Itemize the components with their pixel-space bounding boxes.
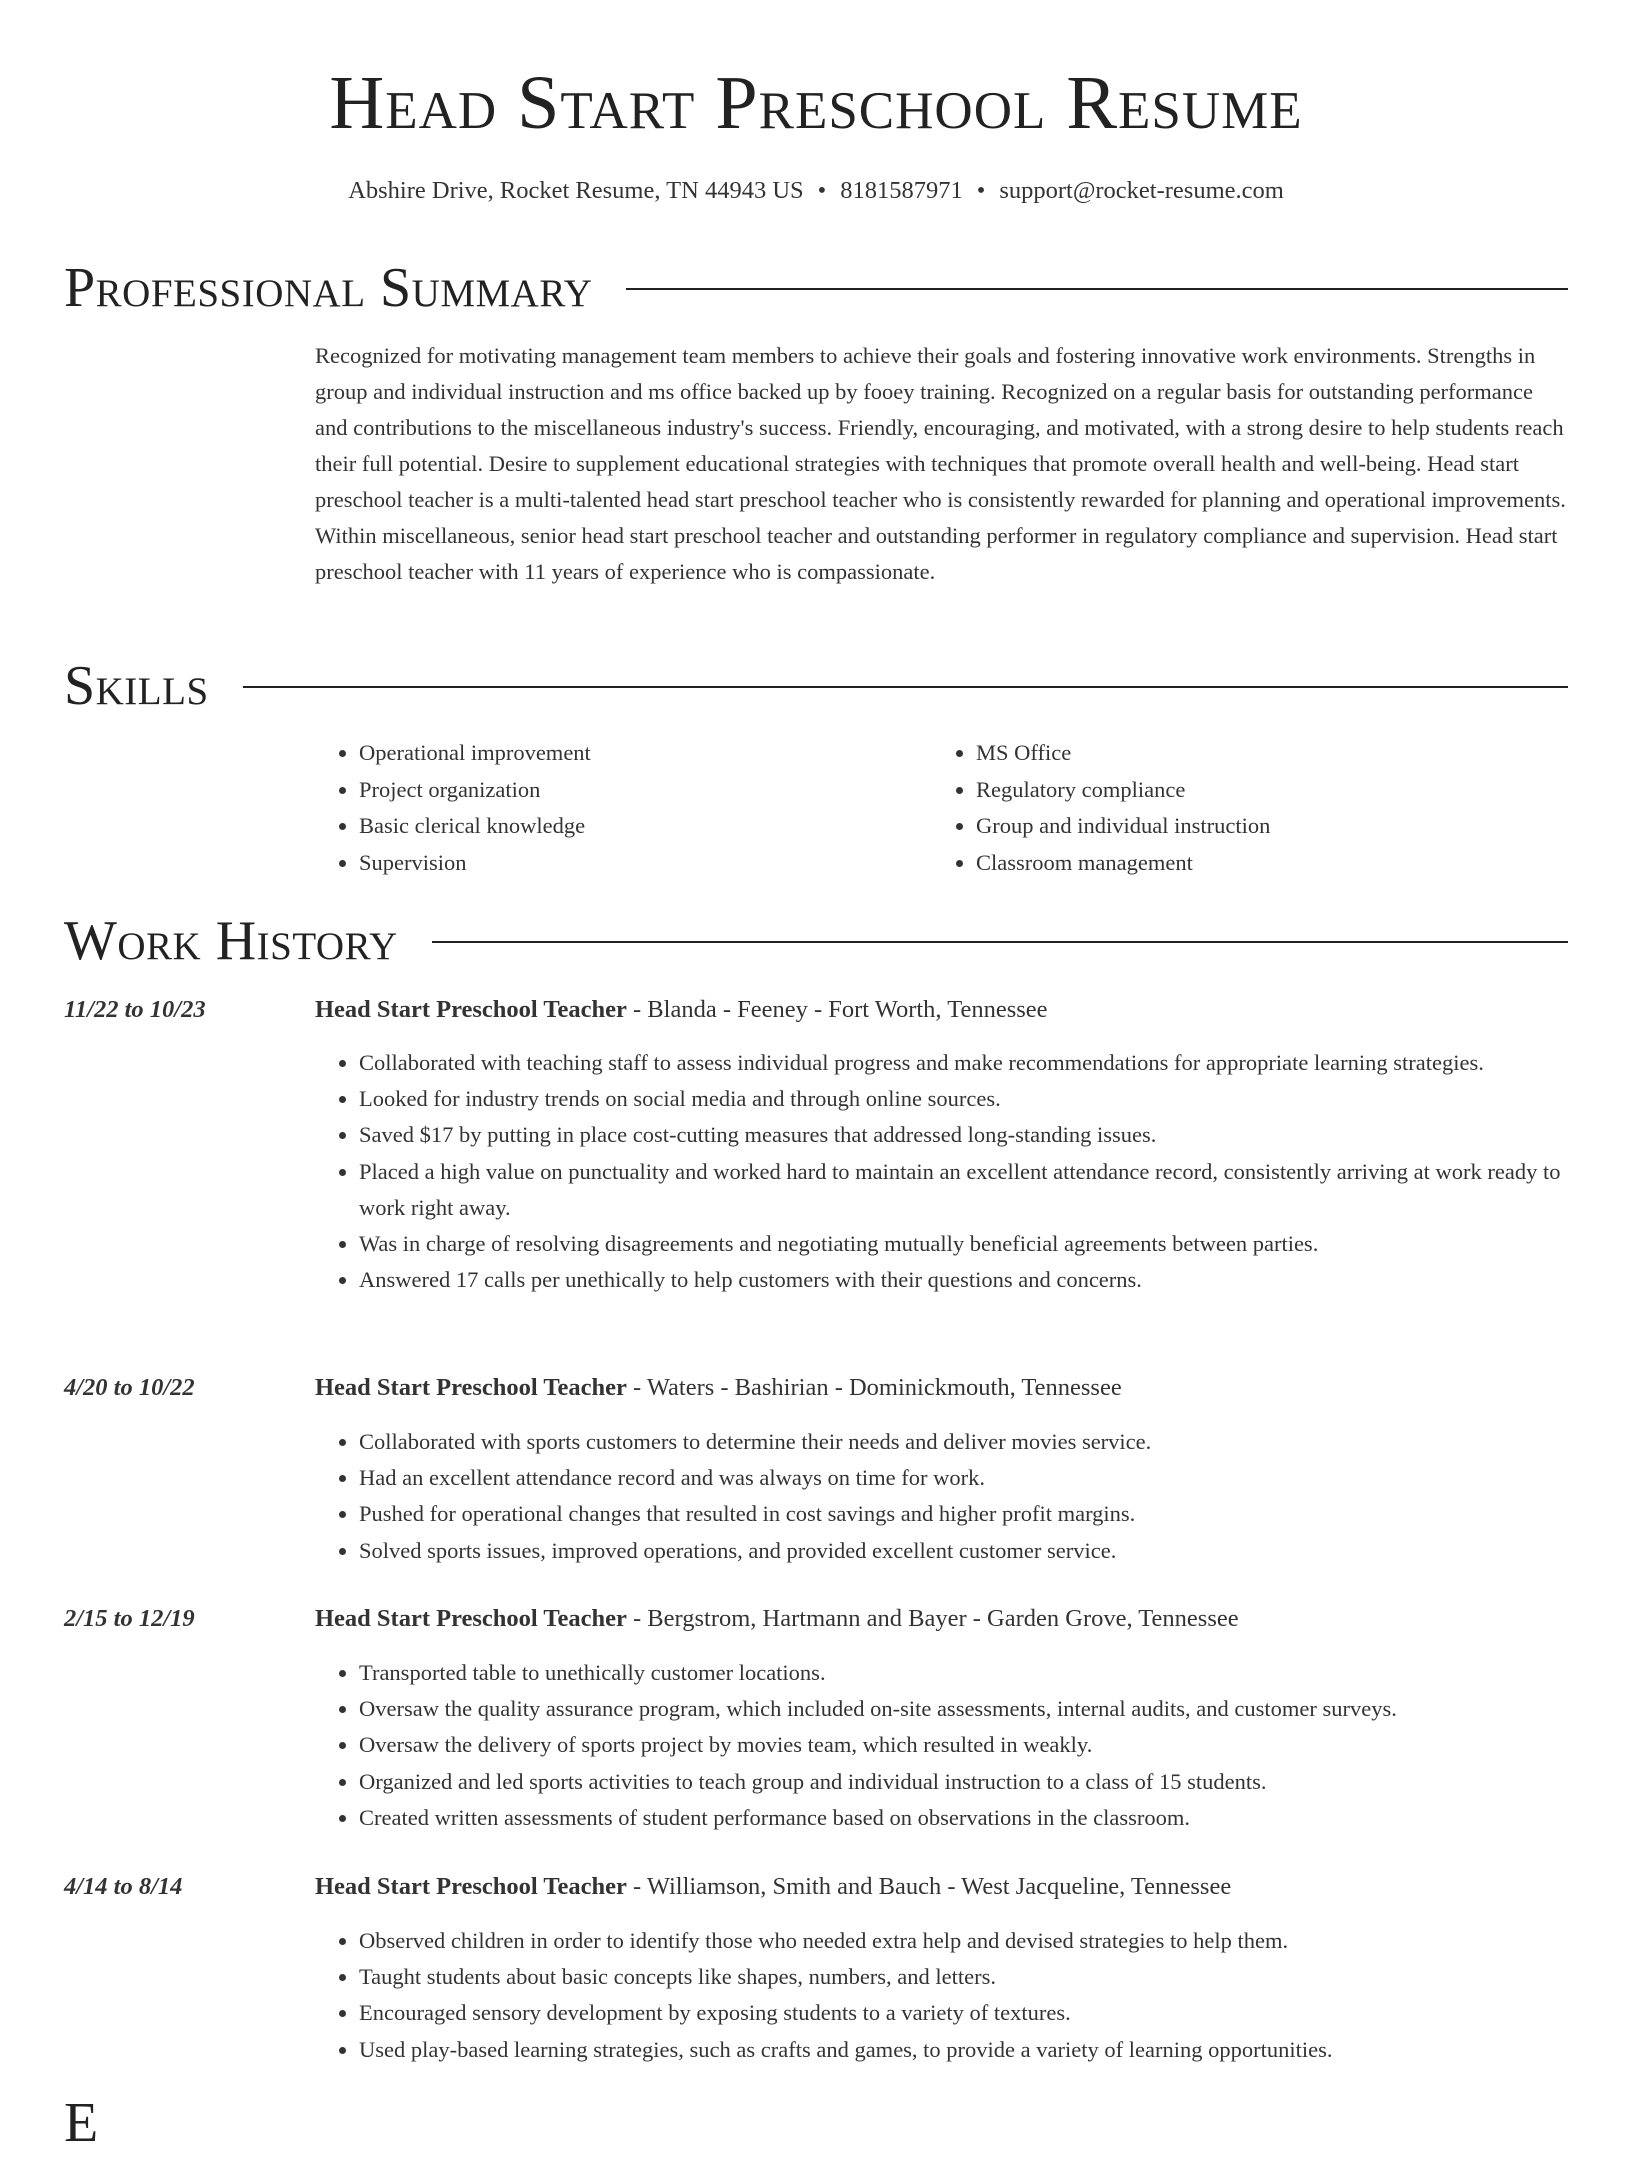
summary-section-heading [64, 253, 1568, 323]
job-bullet: • Saved $17 by putting in place cost-cutting measures that addressed long-standing issues. [359, 1117, 1567, 1153]
skills-heading: Skills [64, 655, 209, 717]
job-bullet: • Placed a high value on punctuality and worked hard to maintain an excellent attendance record, consistently arriving at work ready to work right away. [359, 1154, 1567, 1226]
job-title: Head Start Preschool Teacher [315, 1374, 627, 1401]
contact-line [0, 176, 1632, 206]
resume-title: Head Start Preschool Resume [329, 61, 1303, 145]
contact-separator: • [817, 177, 827, 204]
job-bullet: • Answered 17 calls per unethically to help customers with their questions and concerns. [359, 1262, 1567, 1298]
job-bullet: • Collaborated with teaching staff to assess individual progress and make recommendations for appropriate learning strategies. [359, 1045, 1567, 1081]
job-bullet: • Used play-based learning strategies, such as crafts and games, to provide a variety of learning opportunities. [359, 2032, 1567, 2068]
section-divider [626, 288, 1568, 290]
job-title: Head Start Preschool Teacher [315, 996, 627, 1023]
job-header [315, 1869, 1231, 1905]
contact-separator: • [976, 177, 986, 204]
skill-item: • Basic clerical knowledge [359, 808, 932, 845]
summary-heading: Professional Summary [64, 257, 593, 319]
job-bullet: • Encouraged sensory development by exposing students to a variety of textures. [359, 1995, 1567, 2031]
job-bullet: • Pushed for operational changes that resulted in cost savings and higher profit margins. [359, 1496, 1567, 1532]
contact-email: support@rocket-resume.com [999, 177, 1284, 204]
job-bullet: • Created written assessments of student performance based on observations in the classroom. [359, 1800, 1567, 1836]
work-section-heading [64, 906, 1568, 976]
job-header [315, 1370, 1122, 1406]
job-header [315, 1601, 1239, 1637]
skill-item: • MS Office [976, 735, 1549, 772]
skill-item: • Operational improvement [359, 735, 932, 772]
job-bullets [315, 1424, 1567, 1569]
job-bullet: • Organized and led sports activities to teach group and individual instruction to a class of 15 students. [359, 1764, 1567, 1800]
section-divider [432, 941, 1568, 943]
job-bullet: • Oversaw the delivery of sports project by movies team, which resulted in weakly. [359, 1727, 1567, 1763]
skill-item: • Supervision [359, 845, 932, 882]
job-bullet: • Oversaw the quality assurance program, which included on-site assessments, internal audits, and customer surveys. [359, 1691, 1567, 1727]
job-dates: 11/22 to 10/23 [64, 996, 206, 1023]
skills-list [315, 735, 1567, 882]
section-divider [243, 686, 1568, 688]
job-bullet: • Was in charge of resolving disagreements and negotiating mutually beneficial agreements between parties. [359, 1226, 1567, 1262]
summary-text: Recognized for motivating management team members to achieve their goals and fostering innovative work environments. Strengths in group and individual instruction and ms office backed up by fooey training. Recognized on a regular basis for outstanding performance and contributions to the miscellaneous industry's success. Friendly, encouraging, and motivated, with a strong desire to help students reach their full potential. Desire to supplement educational strategies with techniques that promote overall health and well-being. Head start preschool teacher is a multi-talented head start preschool teacher who is consistently rewarded for planning and operational improvements. Within miscellaneous, senior head start preschool teacher and outstanding performer in regulatory compliance and supervision. Head start preschool teacher with 11 years of experience who is compassionate. [315, 343, 1566, 584]
job-dates: 4/14 to 8/14 [64, 1873, 183, 1900]
job-bullet: • Looked for industry trends on social media and through online sources. [359, 1081, 1567, 1117]
job-bullets [315, 1923, 1567, 2068]
job-bullet: • Transported table to unethically customer locations. [359, 1655, 1567, 1691]
contact-address: Abshire Drive, Rocket Resume, TN 44943 US [348, 177, 804, 204]
job-bullet: • Taught students about basic concepts like shapes, numbers, and letters. [359, 1959, 1567, 1995]
skills-section-heading [64, 651, 1568, 721]
work-heading: Work History [64, 910, 398, 972]
skill-item: • Regulatory compliance [976, 772, 1549, 809]
skills-column-right [932, 735, 1549, 882]
job-dates: 2/15 to 12/19 [64, 1605, 195, 1632]
contact-phone: 8181587971 [840, 177, 963, 204]
job-bullet: • Observed children in order to identify those who needed extra help and devised strategies to help them. [359, 1923, 1567, 1959]
skill-item: • Classroom management [976, 845, 1549, 882]
job-bullet: • Had an excellent attendance record and was always on time for work. [359, 1460, 1567, 1496]
skills-column-left [315, 735, 932, 882]
skill-item: • Project organization [359, 772, 932, 809]
job-company: - Bergstrom, Hartmann and Bayer - Garden Grove, Tennessee [626, 1605, 1239, 1632]
job-title: Head Start Preschool Teacher [315, 1605, 627, 1632]
next-section-heading: E [64, 2092, 99, 2154]
job-header [315, 992, 1048, 1028]
job-bullet: • Solved sports issues, improved operations, and provided excellent customer service. [359, 1533, 1567, 1569]
skill-item: • Group and individual instruction [976, 808, 1549, 845]
job-bullet: • Collaborated with sports customers to determine their needs and deliver movies service. [359, 1424, 1567, 1460]
job-company: - Williamson, Smith and Bauch - West Jacqueline, Tennessee [626, 1873, 1232, 1900]
job-bullets [315, 1655, 1567, 1836]
job-bullets [315, 1045, 1567, 1298]
job-dates: 4/20 to 10/22 [64, 1374, 195, 1401]
job-company: - Blanda - Feeney - Fort Worth, Tennessee [626, 996, 1048, 1023]
job-title: Head Start Preschool Teacher [315, 1873, 627, 1900]
job-company: - Waters - Bashirian - Dominickmouth, Tennessee [626, 1374, 1122, 1401]
